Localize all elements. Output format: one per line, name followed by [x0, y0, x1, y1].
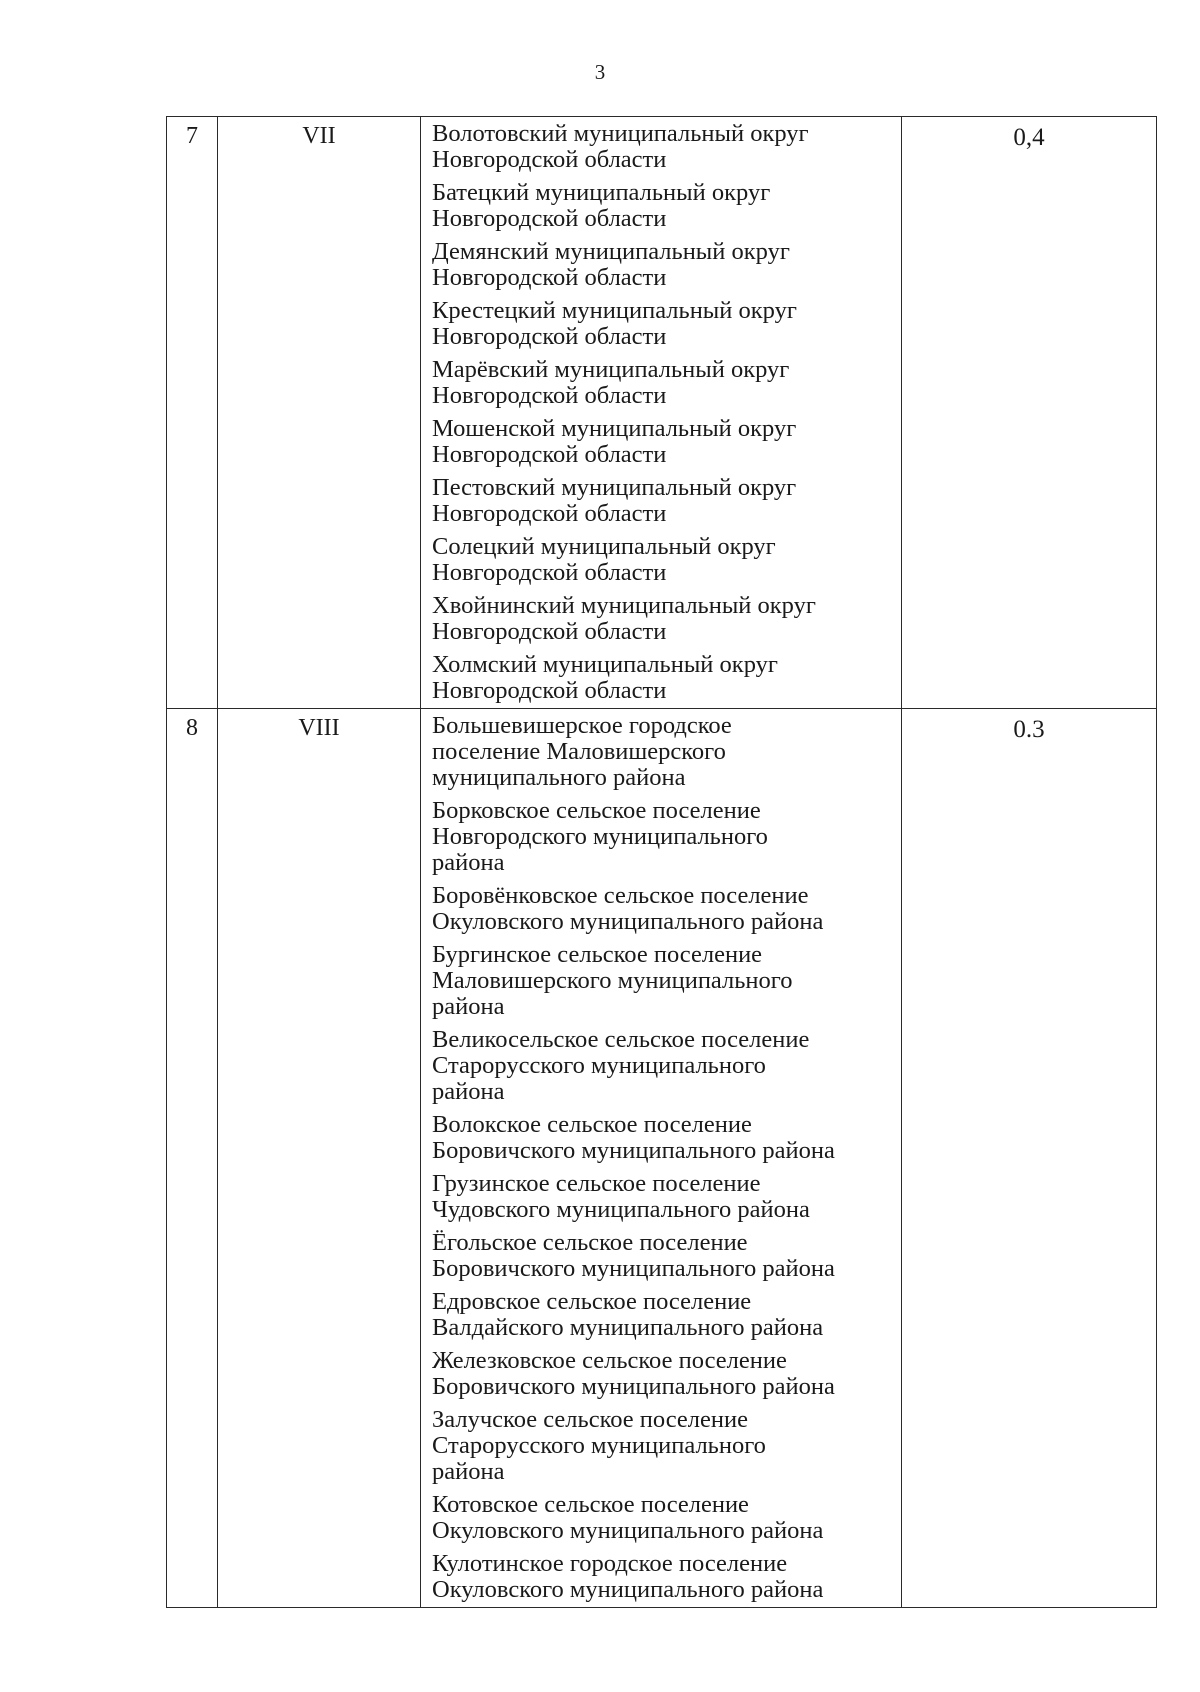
municipality-entry: Кулотинское городское поселение Окуловского муниципального района: [432, 1550, 824, 1603]
municipality-entry: Крестецкий муниципальный округ Новгородской области: [432, 297, 797, 350]
municipality-entry: Демянский муниципальный округ Новгородской области: [432, 238, 790, 291]
row-number-cell: 7: [167, 117, 218, 709]
municipality-entry: Великосельское сельское поселение Старорусского муниципального района: [432, 1026, 810, 1105]
group-cell: VII: [218, 117, 421, 709]
municipality-entry: Волокское сельское поселение Боровичского муниципального района: [432, 1111, 835, 1164]
municipality-entry: Борковское сельское поселение Новгородского муниципального района: [432, 797, 768, 876]
municipality-entry: Железковское сельское поселение Боровичского муниципального района: [432, 1347, 835, 1400]
table-row: [167, 117, 1157, 709]
municipality-entry: Волотовский муниципальный округ Новгородской области: [432, 120, 809, 173]
municipality-entry: Бургинское сельское поселение Маловишерского муниципального района: [432, 941, 793, 1020]
municipality-entry: Батецкий муниципальный округ Новгородской области: [432, 179, 771, 232]
municipality-entry: Солецкий муниципальный округ Новгородской области: [432, 533, 776, 586]
municipality-entry: Грузинское сельское поселение Чудовского муниципального района: [432, 1170, 810, 1223]
municipality-entry: Большевишерское городское поселение Маловишерского муниципального района: [432, 712, 732, 791]
municipality-entry: Едровское сельское поселение Валдайского муниципального района: [432, 1288, 824, 1341]
municipality-entry: Мошенской муниципальный округ Новгородской области: [432, 415, 797, 468]
coefficient-cell: 0.3: [902, 709, 1157, 1608]
municipality-entry: Хвойнинский муниципальный округ Новгородской области: [432, 592, 816, 645]
municipality-entry: Пестовский муниципальный округ Новгородской области: [432, 474, 797, 527]
municipality-list-cell: [421, 709, 902, 1608]
municipality-entry: Холмский муниципальный округ Новгородской области: [432, 651, 778, 704]
municipality-entry: Залучское сельское поселение Старорусского муниципального района: [432, 1406, 766, 1485]
table-row: [167, 709, 1157, 1608]
page-number: 3: [594, 60, 606, 84]
municipality-entry: Ёгольское сельское поселение Боровичского муниципального района: [432, 1229, 835, 1282]
municipality-entry: Боровёнковское сельское поселение Окуловского муниципального района: [432, 882, 824, 935]
municipality-entry: Котовское сельское поселение Окуловского муниципального района: [432, 1491, 824, 1544]
row-number-cell: 8: [167, 709, 218, 1608]
municipality-table: [166, 116, 1157, 1608]
municipality-entry: Марёвский муниципальный округ Новгородской области: [432, 356, 790, 409]
municipality-list-cell: [421, 117, 902, 709]
group-cell: VIII: [218, 709, 421, 1608]
coefficient-cell: 0,4: [902, 117, 1157, 709]
